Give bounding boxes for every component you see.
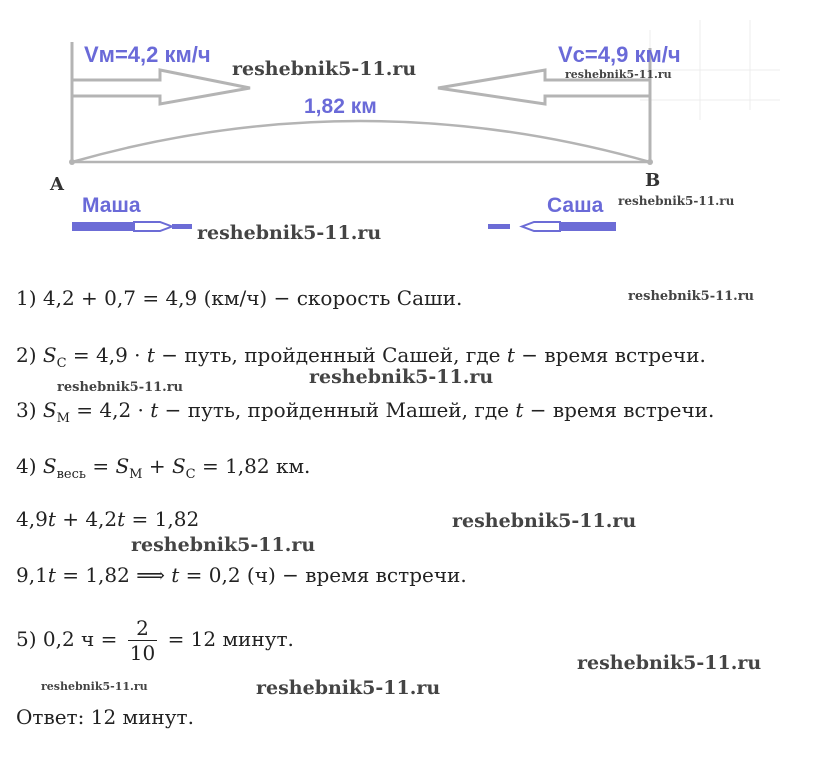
masha-name-label: Маша (82, 194, 141, 217)
point-b-dot (647, 159, 653, 165)
watermark: reshebnik5-11.ru (628, 289, 755, 304)
eq-1-c: = 1,82 (125, 507, 200, 531)
watermark: reshebnik5-11.ru (197, 222, 382, 244)
eq-1-a: 4,9 (16, 507, 48, 531)
step-2-t: t (146, 343, 155, 367)
sasha-name-label: Саша (547, 194, 604, 217)
watermark: reshebnik5-11.ru (41, 680, 148, 693)
step-2-end: − время встречи. (514, 343, 706, 367)
answer: Ответ: 12 минут. (16, 705, 194, 729)
step-4-s2: S (115, 454, 130, 478)
step-5-left: 5) 0,2 ч = (16, 627, 118, 651)
watermark: reshebnik5-11.ru (618, 194, 735, 208)
point-a-dot (69, 159, 75, 165)
point-a-label: A (50, 174, 64, 195)
step-2-t2: t (506, 343, 515, 367)
watermark: reshebnik5-11.ru (131, 534, 316, 556)
step-2-prefix: 2) (16, 343, 43, 367)
equation-2 (16, 563, 467, 587)
masha-pencil-icon (72, 222, 192, 231)
eq-2-b: = 1,82 ⟹ (55, 563, 172, 587)
step-2-mid: = 4,9 · (66, 343, 147, 367)
step-3-mid: = 4,2 · (69, 398, 151, 422)
step-2-s: S (42, 343, 57, 367)
fraction (128, 616, 157, 665)
step-4-prefix: 4) (16, 454, 43, 478)
fraction-denominator: 10 (129, 641, 156, 665)
watermark: reshebnik5-11.ru (565, 68, 672, 81)
eq-2-a: 9,1 (16, 563, 48, 587)
step-4 (16, 454, 310, 482)
step-4-sub: весь (56, 467, 86, 482)
step-3-rest: − путь, пройденный Машей, где (158, 398, 516, 422)
watermark: reshebnik5-11.ru (256, 677, 441, 699)
step-1: 1) 4,2 + 0,7 = 4,9 (км/ч) − скорость Саши. (16, 286, 463, 310)
step-2-sub: С (56, 356, 67, 371)
watermark: reshebnik5-11.ru (232, 58, 417, 80)
step-3-s: S (42, 398, 57, 422)
step-2-rest: − путь, пройденный Сашей, где (154, 343, 507, 367)
eq-1-t: t (47, 507, 56, 531)
step-4-eq: = (85, 454, 116, 478)
step-3-t: t (150, 398, 159, 422)
step-3-sub: М (56, 411, 70, 426)
sasha-speed-label: Vc=4,9 км/ч (558, 42, 681, 67)
masha-speed-label: Vм=4,2 км/ч (84, 42, 211, 67)
step-3 (16, 398, 714, 426)
step-5 (16, 616, 294, 665)
equation-1 (16, 507, 199, 531)
eq-2-t2: t (171, 563, 180, 587)
step-4-plus: + (142, 454, 172, 478)
fraction-numerator: 2 (128, 616, 157, 641)
watermark: reshebnik5-11.ru (577, 652, 762, 674)
distance-label: 1,82 км (304, 95, 377, 118)
eq-1-t2: t (117, 507, 126, 531)
step-3-t2: t (515, 398, 524, 422)
step-4-sub3: С (185, 467, 196, 482)
eq-1-b: + 4,2 (55, 507, 118, 531)
point-b-label: B (645, 170, 661, 191)
watermark: reshebnik5-11.ru (452, 510, 637, 532)
watermark: reshebnik5-11.ru (309, 366, 494, 388)
step-4-sub2: М (129, 467, 143, 482)
step-4-s3: S (171, 454, 186, 478)
step-4-s: S (42, 454, 57, 478)
watermark: reshebnik5-11.ru (57, 380, 184, 395)
step-3-end: − время встречи. (523, 398, 715, 422)
eq-2-c: = 0,2 (ч) − время встречи. (179, 563, 467, 587)
sasha-pencil-icon (488, 222, 616, 231)
step-5-right: = 12 минут. (167, 627, 294, 651)
step-4-end: = 1,82 км. (195, 454, 311, 478)
distance-arc (72, 121, 650, 162)
eq-2-t: t (47, 563, 56, 587)
step-3-prefix: 3) (16, 398, 43, 422)
